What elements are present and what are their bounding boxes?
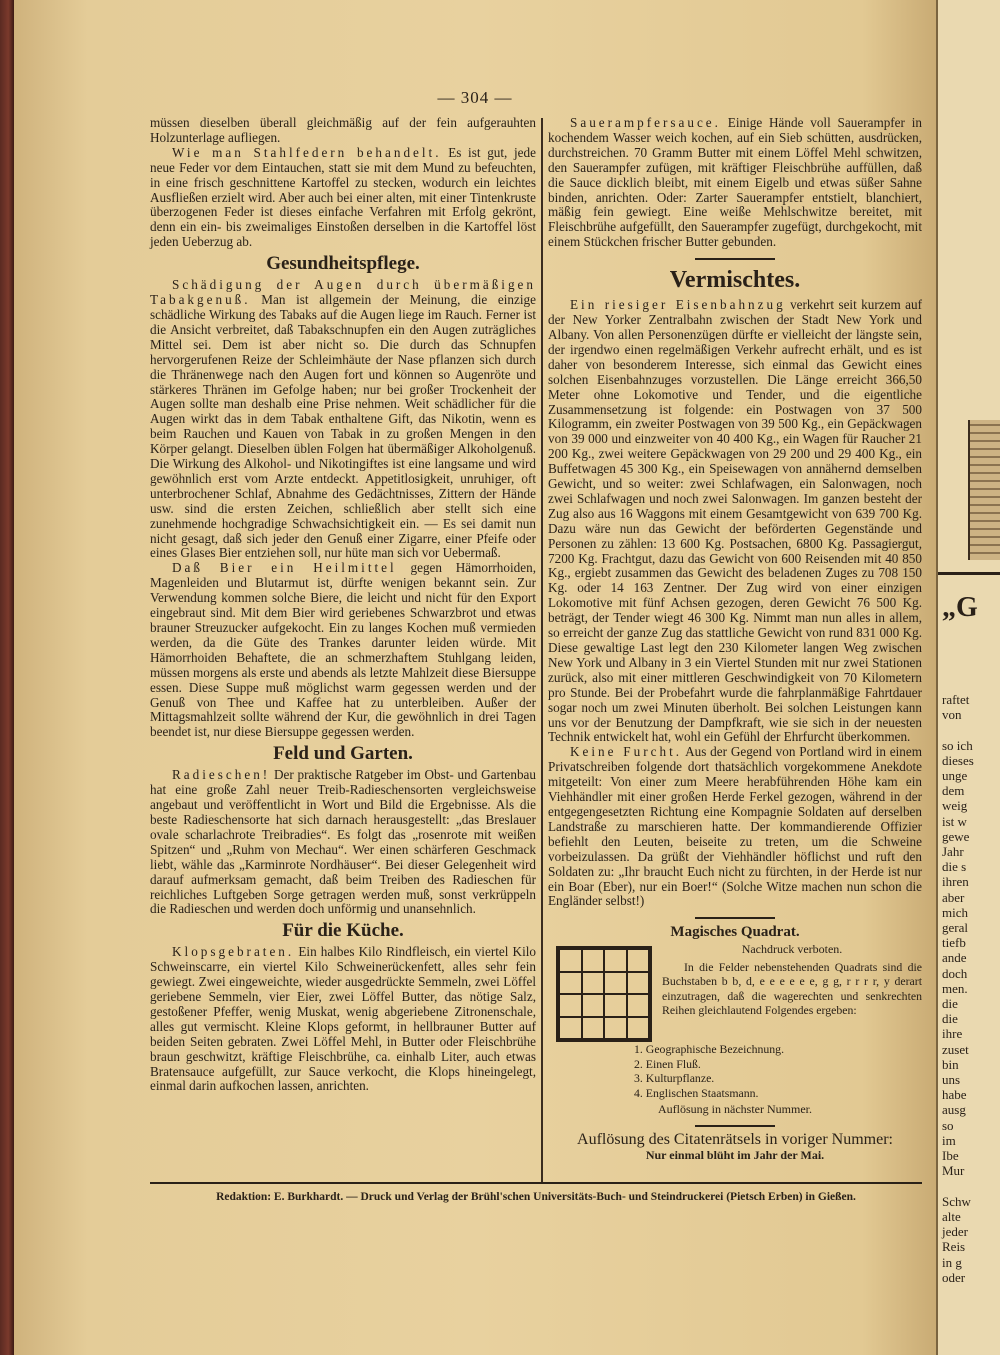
section-heading: Gesundheitspflege. <box>266 253 420 275</box>
section-rule <box>695 1125 775 1127</box>
magic-square-clues <box>548 1042 922 1100</box>
text-fragment: tiefb <box>942 935 966 951</box>
article-lead: Sauerampfersauce. <box>570 115 721 130</box>
grid-cell <box>582 994 605 1017</box>
text-fragment <box>942 1179 974 1194</box>
citation-riddle-answer: Nur einmal blüht im Jahr der Mai. <box>645 1148 825 1163</box>
magic-square-subtitle: Nachdruck verboten. <box>741 942 843 957</box>
grid-cell <box>627 1017 650 1040</box>
text-fragment: oder <box>942 1269 966 1285</box>
text-fragment: geral <box>942 920 968 936</box>
article-body: Einige Hände voll Sauerampfer in kochendem Wasser weich kochen, auf ein Sieb schütten, ausdrücken, durchstreichen. 70 Gramm Butter mit einem Löffel Mehl schwitzen, den Sauerampfer zufügen, mit kräftiger Fleischbrühe auffüllen, daß die Sauce dicklich bleibt, mit einem Eigelb und etwas süßer Sahne binden, anrichten. Oder: Zarter Sauerampfer entstielt, blanchiert, mäßig fein gewiegt. Eine weiße Mehlschwitze bereitet, mit Fleischbrühe aufgefüllt, den Sauerampfer zugefügt, durchgekocht, mit einem Stückchen frischer Butter gebunden. <box>548 115 922 250</box>
text-fragment: Reis <box>942 1239 966 1255</box>
text-fragment: so <box>942 1117 954 1133</box>
text-fragment: Schw <box>942 1193 971 1209</box>
grid-cell <box>559 949 582 972</box>
right-column <box>548 116 922 1163</box>
article-lead: Daß Bier ein Heilmittel <box>172 560 397 576</box>
newspaper-page <box>14 0 936 1355</box>
text-fragment: dieses <box>942 752 974 768</box>
magic-square-grid <box>556 946 652 1042</box>
article-paragraph <box>150 768 536 917</box>
article-lead: Schädigung der Augen durch übermäßigen Tabakgenuß. <box>150 277 536 308</box>
article-paragraph <box>150 561 536 740</box>
grid-cell <box>604 1017 627 1040</box>
article-paragraph <box>548 298 922 745</box>
article-paragraph <box>150 945 536 1094</box>
text-fragment: bin <box>942 1056 959 1072</box>
article-lead: Radieschen! <box>172 767 271 783</box>
grid-cell <box>559 994 582 1017</box>
grid-cell <box>627 949 650 972</box>
footer-rule <box>150 1182 922 1184</box>
grid-cell <box>627 994 650 1017</box>
text-fragment: Jahr <box>942 844 964 860</box>
citation-riddle-heading: Auflösung des Citatenrätsels in voriger Nummer: <box>577 1131 893 1149</box>
section-rule <box>695 258 775 260</box>
grid-cell <box>604 949 627 972</box>
clue: 2. Einen Fluß. <box>634 1056 701 1071</box>
text-fragment: von <box>942 707 962 723</box>
text-fragment: dem <box>942 783 965 799</box>
page-number: — 304 — <box>437 88 513 107</box>
adjacent-page-edge <box>936 0 1000 1355</box>
ornament-fragment <box>968 420 1000 560</box>
section-rule <box>695 917 775 919</box>
text-fragment: so ich <box>942 737 973 753</box>
magic-square-section <box>548 925 922 1117</box>
clue: 4. Englischen Staatsmann. <box>634 1085 759 1100</box>
article-lead: Wie man Stahlfedern behandelt. <box>172 144 442 160</box>
text-fragment: raftet <box>942 692 970 707</box>
article-paragraph <box>548 116 922 250</box>
magic-square-title: Magisches Quadrat. <box>670 924 800 941</box>
section-heading: Für die Küche. <box>282 920 404 942</box>
article-body: Der praktische Ratgeber im Obst- und Gartenbau hat eine große Zahl neuer Treib-Radieschensorten vergleichsweise angebaut und veröffentlicht in Wort und Bild die Ergebnisse. Als die beste Radieschensorte hat sich darnach herausgestellt: „das Breslauer ovale scharlachrote Treibradies“. Es folgt das „rosenrote mit weißen Spitzen“ und „Ruhm von Mechau“. Wer einen schärferen Geschmack liebt, wähle das „Karminrote Nordhäuser“. Bei dieser Gelegenheit wird darauf aufmerksam gemacht, daß beim Treiben des Radieschen für reichliches Luftgeben Sorge getragen werden muß, sonst verkrüppeln die Radieschen und werden doch unförmig und unansehnlich. <box>150 767 536 917</box>
text-fragment: ausg <box>942 1102 966 1118</box>
article-body: gegen Hämorrhoiden, Magenleiden und Blutarmut ist, dürfte wenigen bekannt sein. Zur Verwendung kommen solche Biere, die leicht und nicht für den Export eingebraut sind. Mit dem Bier wird geriebenes Schwarzbrot und etwas brauner Streuzucker aufgekocht. Ein zu langes Kochen muß vermieden werden, da die Güte des Trankes darunter leiden würde. Mit Hämorrhoiden Behaftete, die an schmerzhaftem Stuhlgang leiden, müssen morgens als erste und abends als letzte Mahlzeit diese Biersuppe essen. Diese Suppe muß möglichst warm gegessen werden und der Genuß von Thee und Kaffee hat zu unterbleiben. Außer der Mittagsmahlzeit sollte während der Kur, die gewöhnlich in drei Tagen beendet ist, nur diese Biersuppe gegessen werden. <box>150 560 536 740</box>
imprint-footer: Redaktion: E. Burkhardt. — Druck und Verlag der Brühl'schen Universitäts-Buch- und Steindruckerei (Pietsch Erben) in Gießen. <box>216 1191 856 1203</box>
text-fragment: weig <box>942 798 968 814</box>
text-fragment: die <box>942 1011 958 1027</box>
text-fragment: gewe <box>942 828 970 844</box>
text-fragment: die <box>942 996 958 1012</box>
text-fragment: ande <box>942 950 967 966</box>
grid-cell <box>582 972 605 995</box>
text-fragment: men. <box>942 980 968 996</box>
magic-square-instructions: In die Felder nebenstehenden Quadrats sind die Buchstaben b b, d, e e e e e e, g g, r r r r, y derart einzutragen, daß die wagerechten und senkrechten Reihen gleichlautend Folgendes ergeben: <box>662 959 922 1018</box>
article-body: verkehrt seit kurzem auf der New Yorker Zentralbahn zwischen der Stadt New York und Albany. Von allen Personenzügen dürfte er vielleicht der längste sein, der irgendwo einen regelmäßigen Verkehr aufrecht erhält, und es ist daher von besonderem Interesse, sich einmal das Gewicht eines solchen Eisenbahnzuges vorzustellen. Die Länge erreicht 366,50 Meter ohne Lokomotive und Tender, und die eigentliche Zusammensetzung ist folgende: ein Postwagen von 37 500 Kilogramm, ein zweiter Postwagen von 39 500 Kg., ein Gepäckwagen von 39 000 und einzweiter von 40 400 Kg., ein Wagen für Raucher 21 200 Kg., zwei weitere Gepäckwagen von 29 200 und 29 400 Kg., ein Buffetwagen 45 300 Kg., ein Speisewagen von annähernd demselben Gewicht, und so weiter: zwei Schlafwagen, ein Salonwagen, noch zwei Schlafwagen und noch zwei Salonwagen. Im ganzen besteht der Zug also aus 16 Waggons mit einem Gesamtgewicht von 639 700 Kg. Dazu wäre nun das Gewicht der beförderten Gegenstände und Personen zu zählen: 13 600 Kg. Postsachen, 6800 Kg. Passagiergut, 7200 Kg. Frachtgut, dazu das Gewicht von 600 Reisenden mit 40 850 Kg., ergiebt zusammen das Gewicht des beladenen Zuges zu 708 150 Kg. oder 14 163 Zentner. Der Zug wird von einer einzigen Lokomotive mit fünf Achsen gezogen, deren Gewicht 76 500 Kg. beträgt, der Tender wiegt 46 300 Kg. Nimmt man nun alles in allem, so erreicht der ganze Zug das stattliche Gewicht von rund 831 000 Kg. Diese gewaltige Last legt den 230 Kilometer langen Weg zwischen New York und Albany in 3 ein Viertel Stunden mit nur zwei Stationen zurück, also mit einer mittleren Geschwindigkeit von 70 Kilometern pro Stunde. Bei der Probefahrt wurde die fahrplanmäßige Fahrtdauer sogar noch um zwei Minuten überholt. Bei solchen Leistungen kann uns vor der Benutzung der Dampfkraft, wie sie sich in der neuesten Technik entwickelt hat, wohl ein Gefühl der Ehrfurcht überkommen. <box>548 297 922 745</box>
text-fragment: zuset <box>942 1041 969 1057</box>
article-body: müssen dieselben überall gleichmäßig auf der fein aufgerauhten Holzunterlage aufliegen. <box>150 115 536 145</box>
heading-fragment: „G <box>942 592 978 623</box>
text-fragment: mich <box>942 904 968 920</box>
grid-cell <box>582 1017 605 1040</box>
article-body: Aus der Gegend von Portland wird in einem Privatschreiben folgende dort thatsächlich vorgekommene Anekdote mitgeteilt: Von einer zum Meere herabführenden Höhe kam ein Viehhändler mit einer großen Herde Ferkel gezogen, während in der entgegengesetzten Richtung eine Kompagnie Soldaten auf derselben Landstraße zu marschieren hatte. Der kommandierende Offizier befiehlt den Leuten, beiseite zu treten, um die Schweine vorbeizulassen. Da grüßt der Viehhändler höflichst und ruft den Soldaten zu: „Ihr braucht Euch nicht zu fürchten, in der Herde ist nur ein Boar (Eber), nur ein Boer!“ (Solche Witze machen nun schon die Engländer selbst!) <box>548 744 922 909</box>
grid-cell <box>582 949 605 972</box>
grid-cell <box>604 994 627 1017</box>
text-fragment: ihren <box>942 874 969 890</box>
text-fragment: die s <box>942 859 967 875</box>
article-paragraph <box>548 745 922 909</box>
text-fragment: jeder <box>942 1224 968 1240</box>
article-lead: Ein riesiger Eisenbahnzug <box>570 297 786 313</box>
magic-square-solution-note: Auflösung in nächster Nummer. <box>658 1102 812 1117</box>
text-fragment: alte <box>942 1208 961 1224</box>
text-fragment: aber <box>942 889 965 905</box>
grid-cell <box>604 972 627 995</box>
article-body: Man ist allgemein der Meinung, die einzige schädliche Wirkung des Tabaks auf die Augen liege im Rauch. Ferner ist die Ansicht verbreitet, daß Tabakschnupfen ein den Augen zuträgliches Mittel sei. Dem ist aber nicht so. Die durch das Schnupfen hervorgerufenen Reize der Schleimhäute der Nase pflanzen sich durch die Thränenwege nach den Augen fort und können so Augenröte und stärkeres Thränen im Gefolge haben; nur bei großer Trockenheit der Augen sollte man deshalb eine Prise nehmen. Weit schädlicher für die Augen wirkt das in dem Tabak enthaltene Gift, das Nikotin, wenn es beim Rauchen und Kauen von Tabak in zu großen Mengen in den Körper gelangt. Dieselben üblen Folgen hat übermäßiger Alkoholgenuß. Die Wirkung des Alkohol- und Nikotingiftes ist eine langsame und wird gewöhnlich erst vom Arzte entdeckt. Appetitlosigkeit, unruhiger, oft unterbrochener Schlaf, Abnahme des Gedächtnisses, Zittern der Hände usw. sind die ersten Zeichen, schließlich aber stellt sich eine zunehmende hochgradige Schwachsichtigkeit ein. — Es sei damit nun nicht gesagt, daß sich jeder den Genuß einer Zigarre, einer Pfeife oder eines Glases Bier entziehen soll, nur hüte man sich vor Uebermaß. <box>150 292 536 561</box>
left-column <box>150 116 536 1094</box>
grid-cell <box>627 972 650 995</box>
article-paragraph <box>150 146 536 250</box>
section-heading: Vermischtes. <box>669 267 801 294</box>
text-fragment: in g <box>942 1254 962 1270</box>
section-heading: Feld und Garten. <box>273 743 413 765</box>
grid-cell <box>559 972 582 995</box>
text-fragment: Ibe <box>942 1148 959 1164</box>
text-fragment: Mur <box>942 1163 965 1179</box>
text-fragment: im <box>942 1132 956 1148</box>
clue: 3. Kulturpflanze. <box>634 1071 715 1086</box>
grid-cell <box>559 1017 582 1040</box>
rule-fragment <box>938 572 1000 575</box>
text-fragments <box>938 692 974 1285</box>
article-lead: Keine Furcht. <box>570 744 683 760</box>
text-fragment <box>942 722 974 737</box>
text-fragment: ihre <box>942 1026 963 1042</box>
clue: 1. Geographische Bezeichnung. <box>634 1042 785 1057</box>
article-paragraph <box>150 116 536 146</box>
column-divider <box>541 118 543 1183</box>
text-fragment: uns <box>942 1072 961 1088</box>
article-body: Ein halbes Kilo Rindfleisch, ein viertel Kilo Schweinscarre, ein viertel Kilo Schweinerückenfett, alles sehr fein gewiegt. Zwei eingeweichte, wieder ausgedrückte Semmeln, zwei Löffel geriebene Semmeln, vier Eier, zwei Löffel Butter, das nötige Salz, gestoßener Pfeffer, wenig Muskat, wenig abgeriebene Zitronenschale, alles gut vermischt. Kleine Klops geformt, in hellbrauner Butter auf beiden Seiten gebraten. Zwei Löffel Mehl, in Butter oder Fleischbrühe braun geschwitzt, kräftige Fleischbrühe, ca. einhalb Liter, auch etwas Bratensauce aufgefüllt, zur Sauce verkocht, die Klops hineingelegt, einmal darin aufkochen lassen, anrichten. <box>150 944 536 1094</box>
book-binding <box>0 0 14 1355</box>
text-fragment: unge <box>942 768 968 784</box>
article-lead: Klopsgebraten. <box>172 944 295 960</box>
article-body: Es ist gut, jede neue Feder vor dem Eintauchen, statt sie mit dem Mund zu befeuchten, in eine frisch geschnittene Kartoffel zu stecken, wodurch ein leichtes Ausfließen erzielt wird. Aber auch bei einer alten, mit einer Tintenkruste überzogenen Feder ist dieses einfache Verfahren mit Erfolg gekrönt, denn ein ein- bis zweimaliges Einstoßen derselben in die Kartoffel löst jeden Ueberzug ab. <box>150 144 536 250</box>
article-paragraph <box>150 278 536 561</box>
text-fragment: doch <box>942 965 968 981</box>
text-fragment: ist w <box>942 813 967 829</box>
text-fragment: habe <box>942 1087 967 1103</box>
